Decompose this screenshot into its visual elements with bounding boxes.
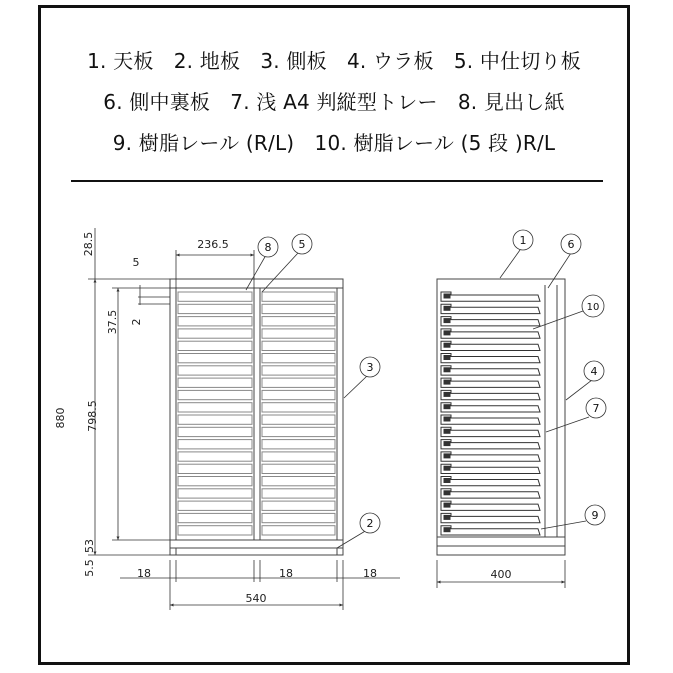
leader-5 (262, 253, 298, 292)
leader-4 (566, 380, 592, 400)
front-tray (262, 366, 335, 375)
front-tray (178, 415, 252, 424)
side-tray (441, 477, 540, 486)
callout-1: 1 (519, 234, 527, 247)
tray-handle (444, 306, 450, 310)
side-trays (441, 292, 540, 535)
tray-handle (444, 331, 450, 335)
side-tray (441, 292, 540, 301)
side-tray (441, 341, 540, 350)
side-tray (441, 526, 540, 535)
front-tray (178, 477, 252, 486)
front-tray (262, 513, 335, 522)
tray-handle (444, 491, 450, 495)
side-tray (441, 415, 540, 424)
front-tray (262, 452, 335, 461)
front-tray (262, 341, 335, 350)
front-tray (178, 304, 252, 313)
dim-rail: 2 (130, 318, 143, 326)
callout-3: 3 (366, 361, 374, 374)
tray-handle (444, 405, 450, 409)
front-tray (262, 477, 335, 486)
front-tray (178, 317, 252, 326)
front-trays (178, 292, 335, 535)
front-tray (178, 427, 252, 436)
legend-line-1: 1. 天板 2. 地板 3. 側板 4. ウラ板 5. 中仕切り板 (87, 49, 581, 73)
front-tray (178, 341, 252, 350)
side-tray (441, 329, 540, 338)
callout-10: 10 (586, 302, 600, 313)
callout-6: 6 (567, 238, 575, 251)
dim-pitch: 37.5 (106, 309, 119, 335)
dim-total-width: 540 (245, 592, 267, 605)
front-tray (178, 403, 252, 412)
front-tray (262, 403, 335, 412)
leader-6 (548, 253, 571, 288)
leader-8 (246, 255, 266, 290)
front-tray (262, 329, 335, 338)
front-tray (262, 501, 335, 510)
tray-handle (444, 515, 450, 519)
front-tray (178, 292, 252, 301)
side-tray (441, 452, 540, 461)
front-tray (262, 390, 335, 399)
front-tray (262, 440, 335, 449)
tray-handle (444, 528, 450, 532)
front-tray (262, 415, 335, 424)
side-tray (441, 366, 540, 375)
leader-9 (541, 521, 586, 529)
tray-handle (444, 319, 450, 323)
front-tray (178, 452, 252, 461)
side-tray (441, 354, 540, 363)
tray-handle (444, 454, 450, 458)
front-tray (262, 317, 335, 326)
dim-divider: 18 (279, 567, 293, 580)
leader-1 (500, 250, 520, 278)
front-tray (262, 354, 335, 363)
front-tray (178, 354, 252, 363)
side-tray (441, 390, 540, 399)
dim-side-left: 18 (137, 567, 151, 580)
tray-handle (444, 343, 450, 347)
front-tray (178, 329, 252, 338)
leader-7 (546, 417, 589, 432)
front-tray (262, 427, 335, 436)
callout-7: 7 (592, 402, 600, 415)
front-view (170, 279, 343, 555)
tray-handle (444, 429, 450, 433)
tray-handle (444, 368, 450, 372)
side-callouts (500, 230, 606, 529)
callout-4: 4 (590, 365, 598, 378)
side-tray (441, 304, 540, 313)
tray-handle (444, 380, 450, 384)
front-tray (262, 378, 335, 387)
side-tray (441, 489, 540, 498)
tray-handle (444, 294, 450, 298)
side-view (437, 279, 565, 555)
callout-8: 8 (264, 241, 272, 254)
legend-line-3: 9. 樹脂レール (R/L) 10. 樹脂レール (5 段 )R/L (112, 131, 556, 155)
front-tray (178, 526, 252, 535)
side-tray (441, 378, 540, 387)
front-tray (178, 489, 252, 498)
front-tray (262, 489, 335, 498)
front-tray (178, 440, 252, 449)
front-tray (178, 464, 252, 473)
dim-top-board: 28.5 (82, 231, 95, 257)
tray-handle (444, 392, 450, 396)
side-tray (441, 440, 540, 449)
side-tray (441, 513, 540, 522)
tray-handle (444, 466, 450, 470)
front-tray (262, 464, 335, 473)
side-tray (441, 317, 540, 326)
front-tray (178, 513, 252, 522)
side-tray (441, 464, 540, 473)
side-tray (441, 427, 540, 436)
front-tray (262, 304, 335, 313)
side-tray (441, 403, 540, 412)
dim-inner-height: 798.5 (86, 400, 99, 432)
front-tray (178, 366, 252, 375)
front-tray (178, 378, 252, 387)
front-tray (262, 526, 335, 535)
leader-2 (337, 530, 367, 548)
dim-total-height: 880 (54, 407, 67, 429)
callout-9: 9 (591, 509, 599, 522)
side-outline (437, 279, 565, 555)
tray-handle (444, 356, 450, 360)
dim-depth: 400 (490, 568, 512, 581)
front-tray (178, 390, 252, 399)
callout-2: 2 (366, 517, 374, 530)
front-tray (178, 501, 252, 510)
leader-3 (344, 376, 367, 398)
dim-gap-small: 5 (132, 256, 140, 269)
legend-line-2: 6. 側中裏板 7. 浅 A4 判縦型トレー 8. 見出し紙 (103, 90, 565, 114)
front-dimensions (88, 228, 400, 610)
callout-5: 5 (298, 238, 306, 251)
dim-foot: 5.5 (83, 559, 96, 577)
tray-handle (444, 479, 450, 483)
tray-handle (444, 417, 450, 421)
front-tray (262, 292, 335, 301)
dim-side-right: 18 (363, 567, 377, 580)
side-tray (441, 501, 540, 510)
tray-handle (444, 442, 450, 446)
tray-handle (444, 503, 450, 507)
dim-base: 53 (83, 539, 96, 553)
dim-tray-width: 236.5 (197, 238, 229, 251)
